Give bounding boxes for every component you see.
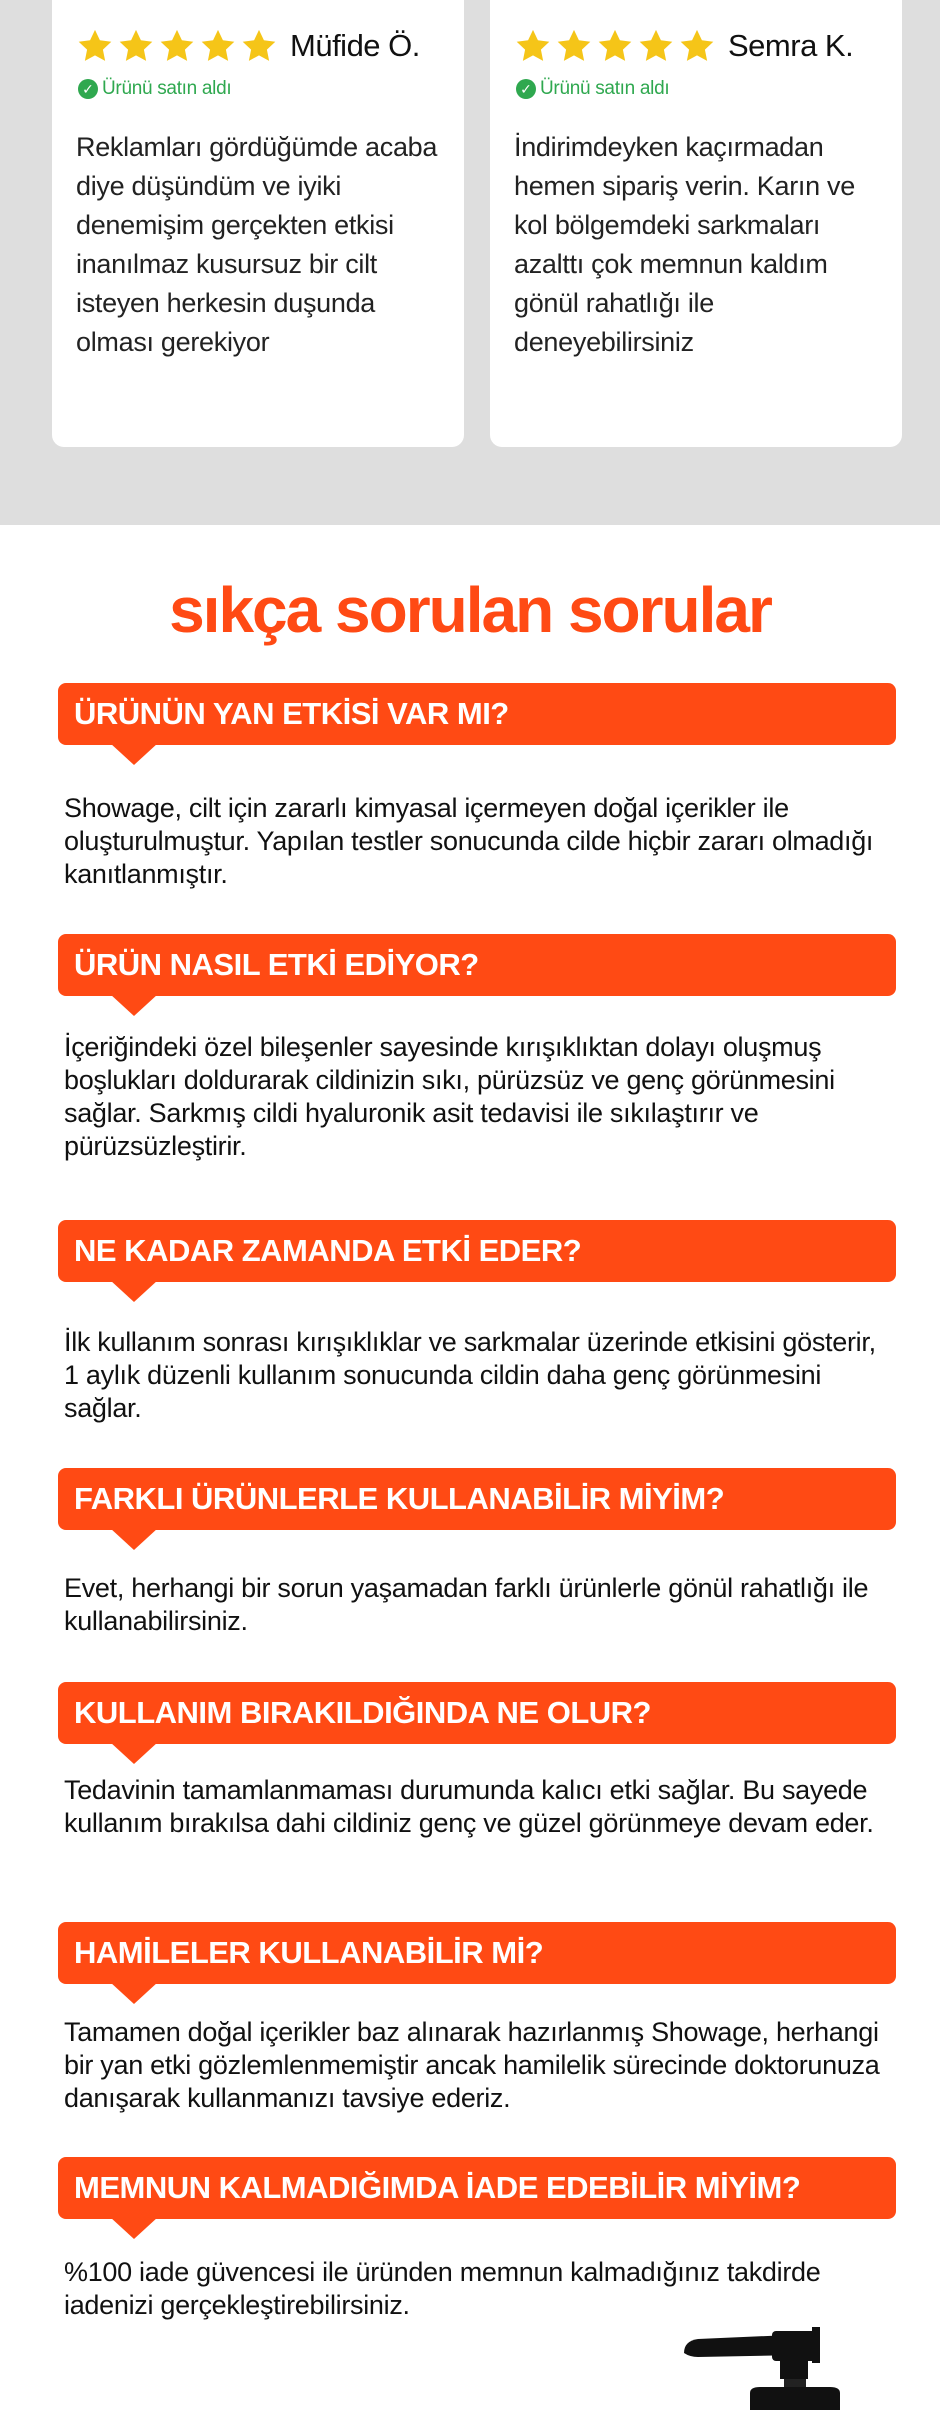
faq-question[interactable]: ÜRÜNÜN YAN ETKİSİ VAR MI? (58, 683, 896, 745)
faq-answer: İlk kullanım sonrası kırışıklıklar ve sarkmalar üzerinde etkisini gösterir, 1 aylık düzenli kullanım sonucunda cildin daha genç görünmesini sağlar. (64, 1327, 876, 1423)
faq-answer: Showage, cilt için zararlı kimyasal içermeyen doğal içerikler ile oluşturulmuştur. Yapılan testler sonucunda cilde hiçbir zararı olmadığı kanıtlanmıştır. (64, 793, 874, 889)
faq-question[interactable]: MEMNUN KALMADIĞIMDA İADE EDEBİLİR MİYİM? (58, 2157, 896, 2219)
star-icon (678, 27, 716, 65)
star-icon (514, 27, 552, 65)
faq-answer: %100 iade güvencesi ile üründen memnun kalmadığınız takdirde iadenizi gerçekleştirebilirsiniz. (64, 2257, 821, 2320)
faq-question[interactable]: ÜRÜN NASIL ETKİ EDİYOR? (58, 934, 896, 996)
faq-question[interactable]: NE KADAR ZAMANDA ETKİ EDER? (58, 1220, 896, 1282)
reviewer-name: Semra K. (728, 28, 854, 63)
faq-answer: Evet, herhangi bir sorun yaşamadan farklı ürünlerle gönül rahatlığı ile kullanabilirsiniz. (64, 1573, 869, 1636)
faq-answer: İçeriğindeki özel bileşenler sayesinde kırışıklıktan dolayı oluşmuş boşlukları doldurarak cildinizin sıkı, pürüzsüz ve genç görünmesini sağlar. Sarkmış cildi hyaluronik asit tedavisi ile sıkılaştırır ve pürüzsüzleştirir. (64, 1032, 835, 1161)
reviews-section (0, 0, 940, 525)
star-icon (158, 27, 196, 65)
review-header (76, 20, 440, 72)
star-rating (76, 27, 278, 65)
faq-heading (0, 575, 940, 645)
verified-purchase (76, 76, 440, 102)
faq-answer: Tamamen doğal içerikler baz alınarak hazırlanmış Showage, herhangi bir yan etki gözlemlenmemiştir ancak hamilelik sürecinde doktorunuza danışarak kullanmanızı tavsiye ederiz. (64, 2017, 880, 2113)
review-text: İndirimdeyken kaçırmadan hemen sipariş verin. Karın ve kol bölgemdeki sarkmaları azalttı çok memnun kaldım gönül rahatlığı ile deneyebilirsiniz (514, 132, 855, 357)
verified-label: Ürünü satın aldı (102, 78, 232, 99)
verified-purchase (514, 76, 878, 102)
review-card (490, 0, 902, 447)
star-icon (637, 27, 675, 65)
reviewer-name: Müfide Ö. (290, 28, 420, 63)
check-circle-icon: ✓ (516, 79, 536, 99)
faq-question[interactable]: KULLANIM BIRAKILDIĞINDA NE OLUR? (58, 1682, 896, 1744)
review-card (52, 0, 464, 447)
faq-answer: Tedavinin tamamlanmaması durumunda kalıcı etki sağlar. Bu sayede kullanım bırakılsa dahi cildiniz genç ve güzel görünmeye devam eder. (64, 1775, 874, 1838)
check-circle-icon: ✓ (78, 79, 98, 99)
review-text: Reklamları gördüğümde acaba diye düşündüm ve iyiki denemişim gerçekten etkisi inanılmaz kusursuz bir cilt isteyen herkesin duşunda olması gerekiyor (76, 132, 438, 357)
star-icon (76, 27, 114, 65)
star-icon (555, 27, 593, 65)
star-icon (240, 27, 278, 65)
product-bottle-image (680, 2325, 880, 2410)
star-rating (514, 27, 716, 65)
faq-title: sıkça sorulan sorular (169, 574, 771, 646)
star-icon (596, 27, 634, 65)
review-header (514, 20, 878, 72)
star-icon (117, 27, 155, 65)
star-icon (199, 27, 237, 65)
verified-label: Ürünü satın aldı (540, 78, 670, 99)
faq-question[interactable]: FARKLI ÜRÜNLERLE KULLANABİLİR MİYİM? (58, 1468, 896, 1530)
faq-question[interactable]: HAMİLELER KULLANABİLİR Mİ? (58, 1922, 896, 1984)
